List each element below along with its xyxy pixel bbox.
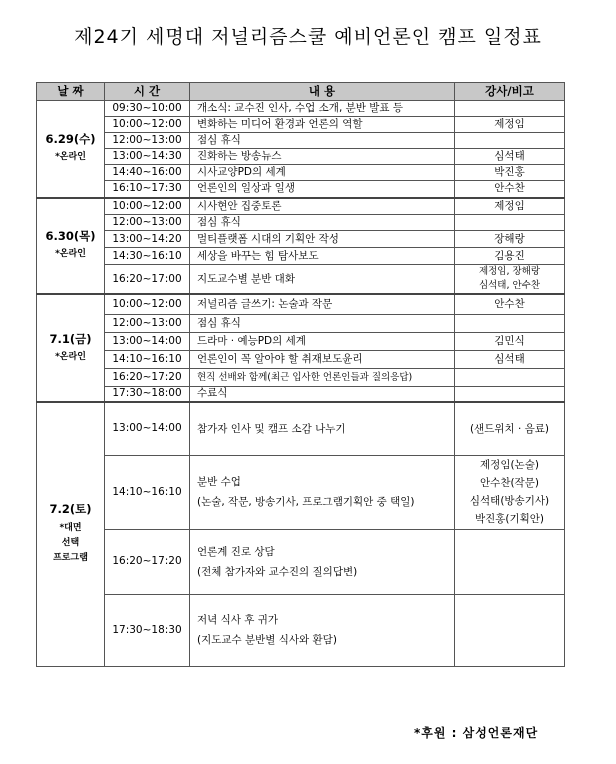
date-cell [37, 198, 105, 295]
schedule-table [36, 82, 565, 667]
time-cell: 12:00~13:00 [105, 314, 190, 332]
table-row [37, 294, 565, 314]
instructor-cell: 김민식 [455, 332, 565, 350]
instructor-cell [455, 594, 565, 666]
page-title: 제24기 세명대 저널리즘스쿨 예비언론인 캠프 일정표 [74, 26, 542, 48]
table-row [37, 350, 565, 368]
instructor-cell: 김용진 [455, 248, 565, 265]
instructor-cell [455, 455, 565, 529]
content-cell [190, 455, 455, 529]
table-row [37, 181, 565, 198]
time-cell: 10:00~12:00 [105, 294, 190, 314]
date-label: 7.2(토) [49, 501, 92, 516]
instructor-line: 박진홍(기획안) [474, 513, 545, 525]
content-cell: 시사교양PD의 세계 [190, 165, 455, 181]
table-row [37, 215, 565, 231]
instructor-cell [455, 368, 565, 386]
time-cell: 10:00~12:00 [105, 117, 190, 133]
content-line: 언론계 진로 상담 [197, 545, 275, 558]
table-row [37, 529, 565, 594]
content-cell: 언론인의 일상과 일생 [190, 181, 455, 198]
table-row [37, 455, 565, 529]
time-cell: 14:10~16:10 [105, 350, 190, 368]
content-cell [190, 529, 455, 594]
content-line: 참가자 인사 및 캠프 소감 나누기 [197, 422, 346, 435]
instructor-cell: 안수찬 [455, 294, 565, 314]
content-line: (전체 참가자와 교수진의 질의답변) [197, 565, 358, 578]
time-cell: 13:00~14:00 [105, 332, 190, 350]
instructor-cell [455, 402, 565, 455]
content-cell: 저널리즘 글쓰기: 논술과 작문 [190, 294, 455, 314]
content-cell: 점심 휴식 [190, 314, 455, 332]
content-line: 분반 수업 [197, 476, 241, 488]
table-row [37, 165, 565, 181]
table-row [37, 594, 565, 666]
instructor-cell [455, 101, 565, 117]
content-cell: 시사현안 집중토론 [190, 198, 455, 215]
date-note: *온라인 [55, 351, 86, 362]
instructor-cell [455, 133, 565, 149]
content-cell: 멀티플랫폼 시대의 기획안 작성 [190, 231, 455, 248]
date-label: 7.1(금) [49, 331, 92, 346]
content-cell: 세상을 바꾸는 힘 탐사보도 [190, 248, 455, 265]
content-cell: 점심 휴식 [190, 133, 455, 149]
table-row [37, 314, 565, 332]
content-cell: 언론인이 꼭 알아야 할 취재보도윤리 [190, 350, 455, 368]
date-label: 6.30(목) [45, 229, 96, 244]
content-cell [190, 594, 455, 666]
time-cell: 14:10~16:10 [105, 455, 190, 529]
instructor-cell [455, 386, 565, 402]
content-cell [190, 402, 455, 455]
date-note-line: 프로그램 [53, 552, 88, 563]
content-line: (논술, 작문, 방송기사, 프로그램기획안 중 택일) [197, 496, 415, 508]
time-cell: 17:30~18:00 [105, 386, 190, 402]
instructor-line: 제정임, 장해랑 [478, 266, 541, 277]
date-note-line: *대면 [59, 522, 82, 533]
content-cell: 개소식: 교수진 인사, 수업 소개, 분반 발표 등 [190, 101, 455, 117]
header-time: 시 간 [105, 83, 190, 101]
table-row [37, 133, 565, 149]
content-cell: 진화하는 방송뉴스 [190, 149, 455, 165]
time-cell: 09:30~10:00 [105, 101, 190, 117]
content-cell: 변화하는 미디어 환경과 언론의 역할 [190, 117, 455, 133]
table-row [37, 248, 565, 265]
table-row [37, 386, 565, 402]
date-note: *온라인 [55, 152, 86, 163]
content-cell: 수료식 [190, 386, 455, 402]
content-cell: 현직 선배와 함께(최근 입사한 언론인들과 질의응답) [190, 368, 455, 386]
instructor-cell [455, 215, 565, 231]
content-cell: 지도교수별 분반 대화 [190, 265, 455, 295]
sponsor-footer: *후원 : 삼성언론재단 [414, 726, 539, 740]
time-cell: 13:00~14:20 [105, 231, 190, 248]
time-cell: 16:10~17:30 [105, 181, 190, 198]
content-cell: 점심 휴식 [190, 215, 455, 231]
instructor-line: 심석태, 안수찬 [478, 280, 541, 291]
date-note: *온라인 [55, 249, 86, 260]
table-row [37, 332, 565, 350]
schedule-body [37, 101, 565, 667]
time-cell: 12:00~13:00 [105, 133, 190, 149]
instructor-cell: 박진홍 [455, 165, 565, 181]
time-cell: 13:00~14:00 [105, 402, 190, 455]
content-cell: 드라마 · 예능PD의 세계 [190, 332, 455, 350]
instructor-cell: 안수찬 [455, 181, 565, 198]
date-cell [37, 101, 105, 198]
date-note-line: 선택 [61, 537, 80, 548]
table-row [37, 117, 565, 133]
instructor-line: 제정임(논술) [480, 459, 539, 471]
time-cell: 14:40~16:00 [105, 165, 190, 181]
instructor-cell [455, 265, 565, 295]
instructor-cell: 제정임 [455, 117, 565, 133]
instructor-line: 심석태(방송기사) [469, 495, 550, 507]
content-line: (지도교수 분반별 식사와 환담) [197, 634, 337, 646]
table-row [37, 231, 565, 248]
time-cell: 17:30~18:30 [105, 594, 190, 666]
time-cell: 14:30~16:10 [105, 248, 190, 265]
time-cell: 10:00~12:00 [105, 198, 190, 215]
instructor-cell: 심석태 [455, 149, 565, 165]
header-row [37, 83, 565, 101]
table-row [37, 198, 565, 215]
instructor-line: (샌드위치 · 음료) [469, 422, 550, 435]
time-cell: 16:20~17:00 [105, 265, 190, 295]
header-content: 내 용 [190, 83, 455, 101]
time-cell: 12:00~13:00 [105, 215, 190, 231]
time-cell: 13:00~14:30 [105, 149, 190, 165]
table-row [37, 149, 565, 165]
time-cell: 16:20~17:20 [105, 529, 190, 594]
header-instructor: 강사/비고 [455, 83, 565, 101]
instructor-cell [455, 314, 565, 332]
table-row [37, 265, 565, 295]
date-label: 6.29(수) [45, 132, 96, 147]
table-row [37, 101, 565, 117]
instructor-cell: 장해랑 [455, 231, 565, 248]
instructor-cell [455, 529, 565, 594]
content-line: 저녁 식사 후 귀가 [197, 614, 279, 626]
date-cell [37, 402, 105, 666]
date-note [37, 521, 104, 566]
header-date: 날 짜 [37, 83, 105, 101]
instructor-cell: 심석태 [455, 350, 565, 368]
time-cell: 16:20~17:20 [105, 368, 190, 386]
instructor-cell: 제정임 [455, 198, 565, 215]
instructor-line: 안수찬(작문) [480, 477, 539, 489]
date-cell [37, 294, 105, 402]
table-row [37, 402, 565, 455]
table-row [37, 368, 565, 386]
